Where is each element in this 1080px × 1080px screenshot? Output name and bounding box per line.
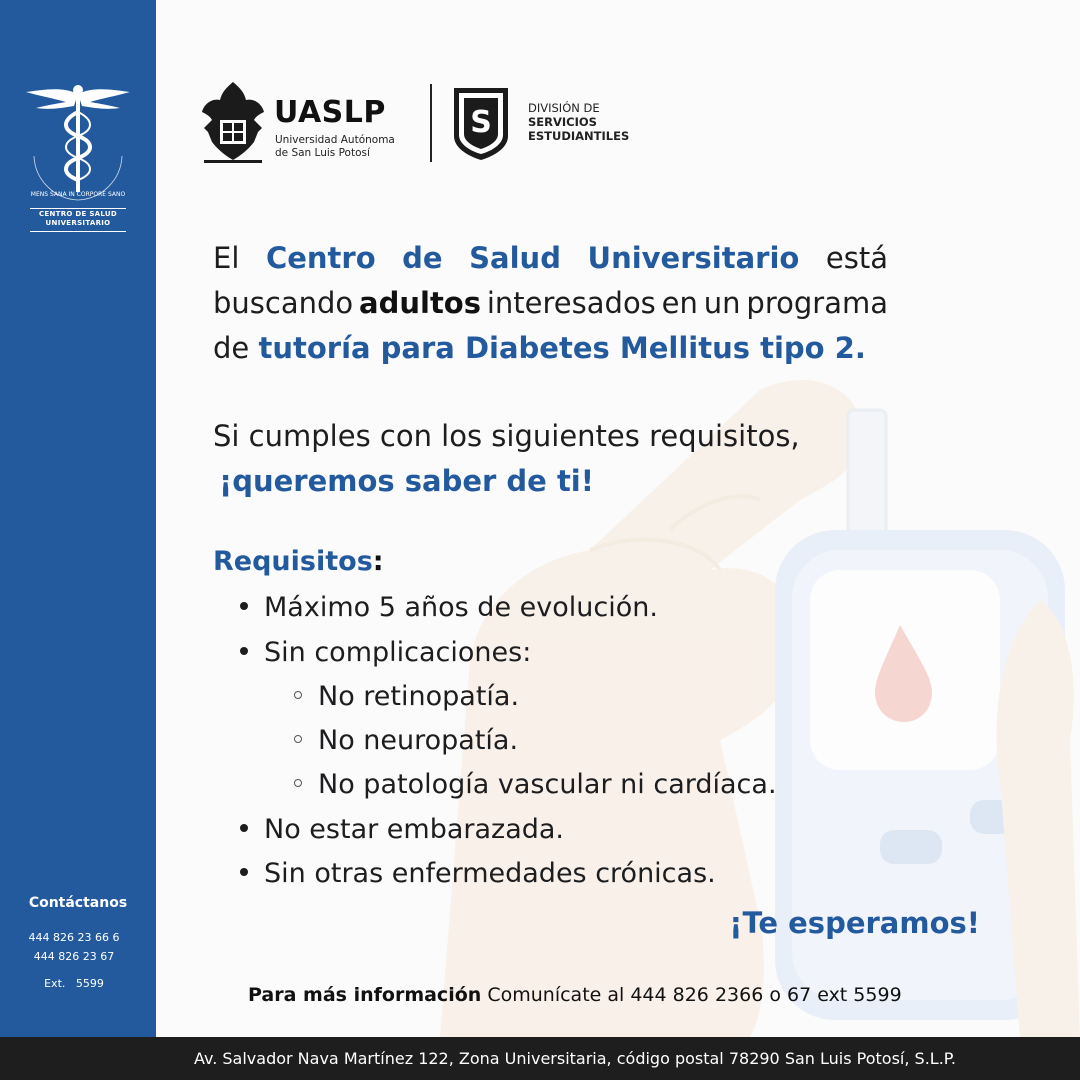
call-line-2: ¡queremos saber de ti!	[219, 464, 594, 498]
list-item-text: No estar embarazada.	[264, 814, 565, 845]
sub-list-item	[294, 769, 777, 800]
dse-line-2: SERVICIOS	[528, 115, 597, 129]
requirements-colon: :	[372, 546, 384, 577]
uaslp-crest-icon	[198, 80, 268, 164]
intro-word: Centro	[265, 241, 376, 275]
list-item-text: Máximo 5 años de evolución.	[264, 592, 658, 623]
intro-word: un	[703, 286, 741, 320]
intro-word: programa	[746, 286, 888, 320]
intro-word: adultos	[359, 286, 481, 320]
emblem-label-2: UNIVERSITARIO	[45, 219, 111, 227]
list-item	[240, 592, 658, 623]
list-item-text: Sin complicaciones:	[264, 637, 532, 668]
sub-list-item	[294, 681, 519, 712]
list-item-text: No retinopatía.	[318, 681, 520, 712]
dse-line-1: DIVISIÓN DE	[528, 101, 600, 115]
requirements-title-text: Requisitos	[213, 546, 373, 577]
call-line-1: Si cumples con los siguientes requisitos,	[213, 419, 800, 453]
contact-extension: Ext. 5599	[44, 977, 104, 990]
header-divider	[430, 84, 432, 162]
sub-list-item	[294, 725, 518, 756]
uaslp-wordmark: UASLP	[274, 95, 386, 130]
more-info-text: Comunícate al 444 826 2366 o 67 ext 5599	[481, 984, 902, 1006]
more-info	[248, 984, 902, 1006]
contact-phone-1[interactable]: 444 826 23 66 6	[28, 931, 120, 944]
emblem-divider	[30, 231, 126, 232]
requirements-title	[213, 546, 384, 577]
intro-word: interesados	[486, 286, 656, 320]
emblem-divider	[30, 208, 126, 209]
emblem-motto: MENS SANA IN CORPORE SANO	[30, 191, 126, 198]
list-item	[240, 814, 564, 845]
circle-bullet-icon	[294, 691, 302, 699]
sidebar	[0, 0, 156, 1037]
circle-bullet-icon	[294, 735, 302, 743]
intro-word: de	[402, 241, 443, 275]
dse-shield-icon	[450, 82, 512, 162]
intro-line-3	[213, 326, 888, 371]
bullet-icon	[240, 824, 248, 832]
intro-word: de	[213, 331, 259, 365]
list-item-text: No patología vascular ni cardíaca.	[318, 769, 777, 800]
more-info-label: Para más información	[248, 984, 482, 1006]
bullet-icon	[240, 868, 248, 876]
uaslp-subtitle-2: de San Luis Potosí	[275, 147, 370, 159]
intro-word: está	[825, 241, 888, 275]
svg-text:S: S	[470, 105, 492, 140]
emblem-label-1: CENTRO DE SALUD	[38, 210, 118, 218]
intro-word: en	[661, 286, 698, 320]
intro-word: El	[213, 241, 240, 275]
bullet-icon	[240, 602, 248, 610]
intro-line-1	[213, 236, 888, 281]
call-to-action	[213, 414, 888, 504]
footer-address: Av. Salvador Nava Martínez 122, Zona Universitaria, código postal 78290 San Luis Potosí, S.L.P.	[0, 1037, 1080, 1080]
bullet-icon	[240, 647, 248, 655]
circle-bullet-icon	[294, 779, 302, 787]
contact-title: Contáctanos	[28, 895, 128, 911]
intro-word: buscando	[213, 286, 354, 320]
intro-line-2	[213, 281, 888, 326]
contact-phone-2[interactable]: 444 826 23 67	[33, 950, 115, 963]
intro-highlight: tutoría para Diabetes Mellitus tipo 2.	[258, 331, 866, 365]
intro-paragraph	[213, 236, 888, 371]
list-item	[240, 858, 716, 889]
closing-message: ¡Te esperamos!	[729, 906, 980, 940]
list-item-text: No neuropatía.	[318, 725, 519, 756]
intro-word: Universitario	[587, 241, 800, 275]
list-item	[240, 637, 531, 668]
dse-line-3: ESTUDIANTILES	[528, 129, 630, 143]
uaslp-subtitle-1: Universidad Autónoma	[275, 134, 395, 146]
list-item-text: Sin otras enfermedades crónicas.	[264, 858, 716, 889]
intro-word: Salud	[469, 241, 561, 275]
